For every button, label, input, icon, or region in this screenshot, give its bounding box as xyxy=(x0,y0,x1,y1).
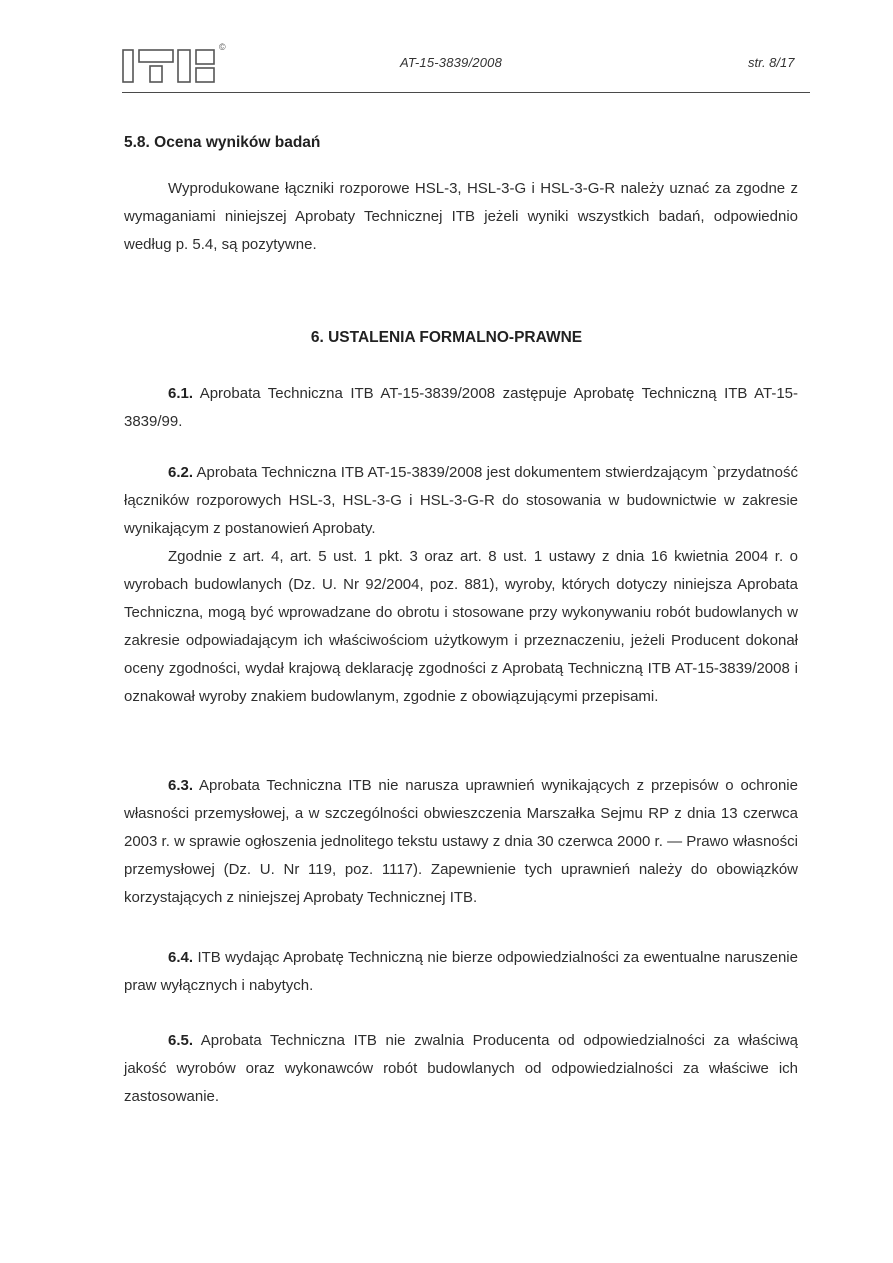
section-6-1 xyxy=(124,380,798,436)
section-6-3-text: Aprobata Techniczna ITB nie narusza uprawnień wynikających z przepisów o ochronie własności przemysłowej, a w szczególności obwieszczenia Marszałka Sejmu RP z dnia 13 czerwca 2003 r. w sprawie ogłoszenia jednolitego tekstu ustawy z dnia 30 czerwca 2000 r. — Prawo własności przemysłowej (Dz. U. Nr 119, poz. 1117). Zapewnienie tych uprawnień należy do obowiązków korzystających z niniejszej Aprobaty Technicznej ITB. xyxy=(124,777,798,906)
section-6-5 xyxy=(124,1027,798,1111)
section-6-2-number: 6.2. xyxy=(168,464,194,481)
logo-copyright-mark: © xyxy=(219,42,226,52)
section-6-4 xyxy=(124,944,798,1000)
section-6-1-text: Aprobata Techniczna ITB AT-15-3839/2008 zastępuje Aprobatę Techniczną ITB AT-15-3839/99. xyxy=(124,385,798,430)
section-6-heading: 6. USTALENIA FORMALNO-PRAWNE xyxy=(310,329,583,346)
section-6-3-paragraph xyxy=(124,772,798,912)
section-6-3-number: 6.3. xyxy=(168,777,194,794)
itb-logo-graphic xyxy=(122,46,230,86)
section-6-5-text: Aprobata Techniczna ITB nie zwalnia Producenta od odpowiedzialności za właściwą jakość wyrobów oraz wykonawców robót budowlanych od odpowiedzialności za właściwe ich zastosowanie. xyxy=(124,1032,798,1105)
section-6-2-text: Aprobata Techniczna ITB AT-15-3839/2008 jest dokumentem stwierdzającym `przydatność łączników rozporowych HSL-3, HSL-3-G i HSL-3-G-R do stosowania w budownictwie w zakresie wynikającym z postanowień Aprobaty. xyxy=(124,464,798,537)
section-6-2 xyxy=(124,459,798,711)
page-number: str. 8/17 xyxy=(748,55,795,70)
section-6-1-paragraph xyxy=(124,380,798,436)
itb-logo-icon xyxy=(122,42,230,86)
section-6-5-number: 6.5. xyxy=(168,1032,194,1049)
section-6-2-paragraph xyxy=(124,459,798,543)
section-5-8-body xyxy=(124,175,798,259)
section-6-4-number: 6.4. xyxy=(168,949,194,966)
section-6-4-paragraph xyxy=(124,944,798,1000)
section-6-4-text: ITB wydając Aprobatę Techniczną nie bierze odpowiedzialności za ewentualne naruszenie praw wyłącznych i nabytych. xyxy=(124,949,798,994)
section-6-5-paragraph xyxy=(124,1027,798,1111)
section-6-3 xyxy=(124,772,798,912)
document-number: AT-15-3839/2008 xyxy=(400,55,503,70)
header-divider xyxy=(122,92,810,93)
section-5-8-heading-block xyxy=(124,134,798,152)
section-5-8-heading: 5.8. Ocena wyników badań xyxy=(124,134,321,151)
section-5-8-text: Wyprodukowane łączniki rozporowe HSL-3, HSL-3-G i HSL-3-G-R należy uznać za zgodne z wymaganiami niniejszej Aprobaty Technicznej ITB jeżeli wyniki wszystkich badań, odpowiednio według p. 5.4, są pozytywne. xyxy=(124,180,798,253)
section-6-1-number: 6.1. xyxy=(168,385,194,402)
section-6-2-text-continued: Zgodnie z art. 4, art. 5 ust. 1 pkt. 3 oraz art. 8 ust. 1 ustawy z dnia 16 kwietnia 2004 r. o wyrobach budowlanych (Dz. U. Nr 92/2004, poz. 881), wyroby, których dotyczy niniejsza Aprobata Techniczna, mogą być wprowadzane do obrotu i stosowane przy wykonywaniu robót budowlanych w zakresie odpowiadającym ich właściwościom użytkowym i przeznaczeniu, jeżeli Producent dokonał oceny zgodności, wydał krajową deklarację zgodności z Aprobatą Techniczną ITB AT-15-3839/2008 i oznakował wyroby znakiem budowlanym, zgodnie z obowiązującymi przepisami. xyxy=(124,548,798,705)
